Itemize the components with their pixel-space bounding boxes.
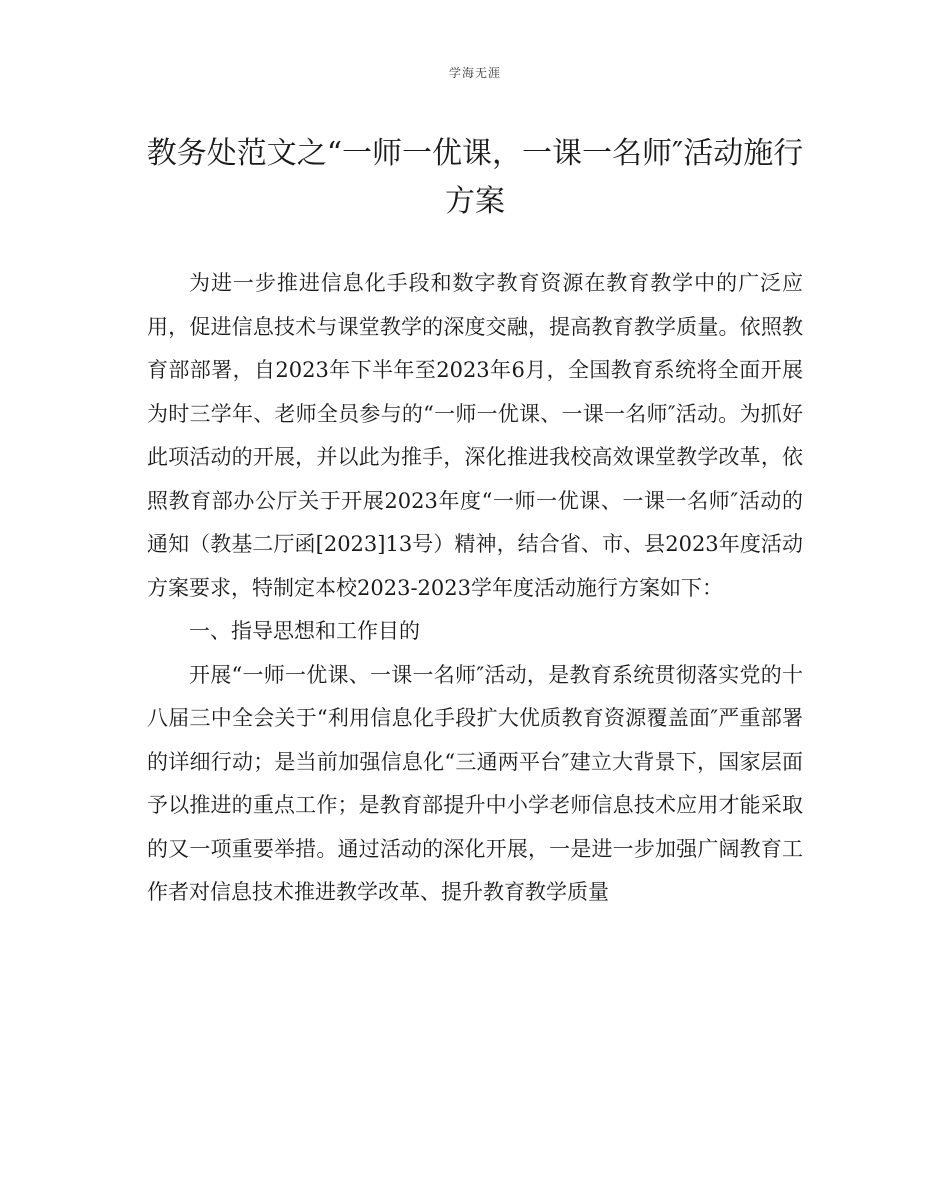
paragraph-intro: 为进一步推进信息化手段和数字教育资源在教育教学中的广泛应用，促进信息技术与课堂教学的深度交融，提高教育教学质量。依照教育部部署，自2023年下半年至2023年6月，全国教育系统将全面开展为时三学年、老师全员参与的“一师一优课、一课一名师″活动。为抓好此项活动的开展，并以此为推手，深化推进我校高效课堂教学改革，依照教育部办公厅关于开展2023年度“一师一优课、一课一名师″活动的通知（教基二厅函[2023]13号）精神，结合省、市、县2023年度活动方案要求，特制定本校2023-2023学年度活动施行方案如下： xyxy=(147,271,803,600)
document-title: 教务处范文之“一师一优课，一课一名师″活动施行方案 xyxy=(146,136,804,219)
document-body xyxy=(147,262,803,915)
section-heading: 一、指导思想和工作目的 xyxy=(189,619,420,643)
paragraph-section-1: 开展“一师一优课、一课一名师″活动，是教育系统贯彻落实党的十八届三中全会关于“利用信息化手段扩大优质教育资源覆盖面″严重部署的详细行动；是当前加强信息化“三通两平台″建立大背景下，国家层面予以推进的重点工作；是教育部提升中小学老师信息技术应用才能采取的又一项重要举措。通过活动的深化开展，一是进一步加强广阔教育工作者对信息技术推进教学改革、提升教育教学质量 xyxy=(147,662,803,904)
header-mark: 学海无涯 xyxy=(448,66,501,80)
